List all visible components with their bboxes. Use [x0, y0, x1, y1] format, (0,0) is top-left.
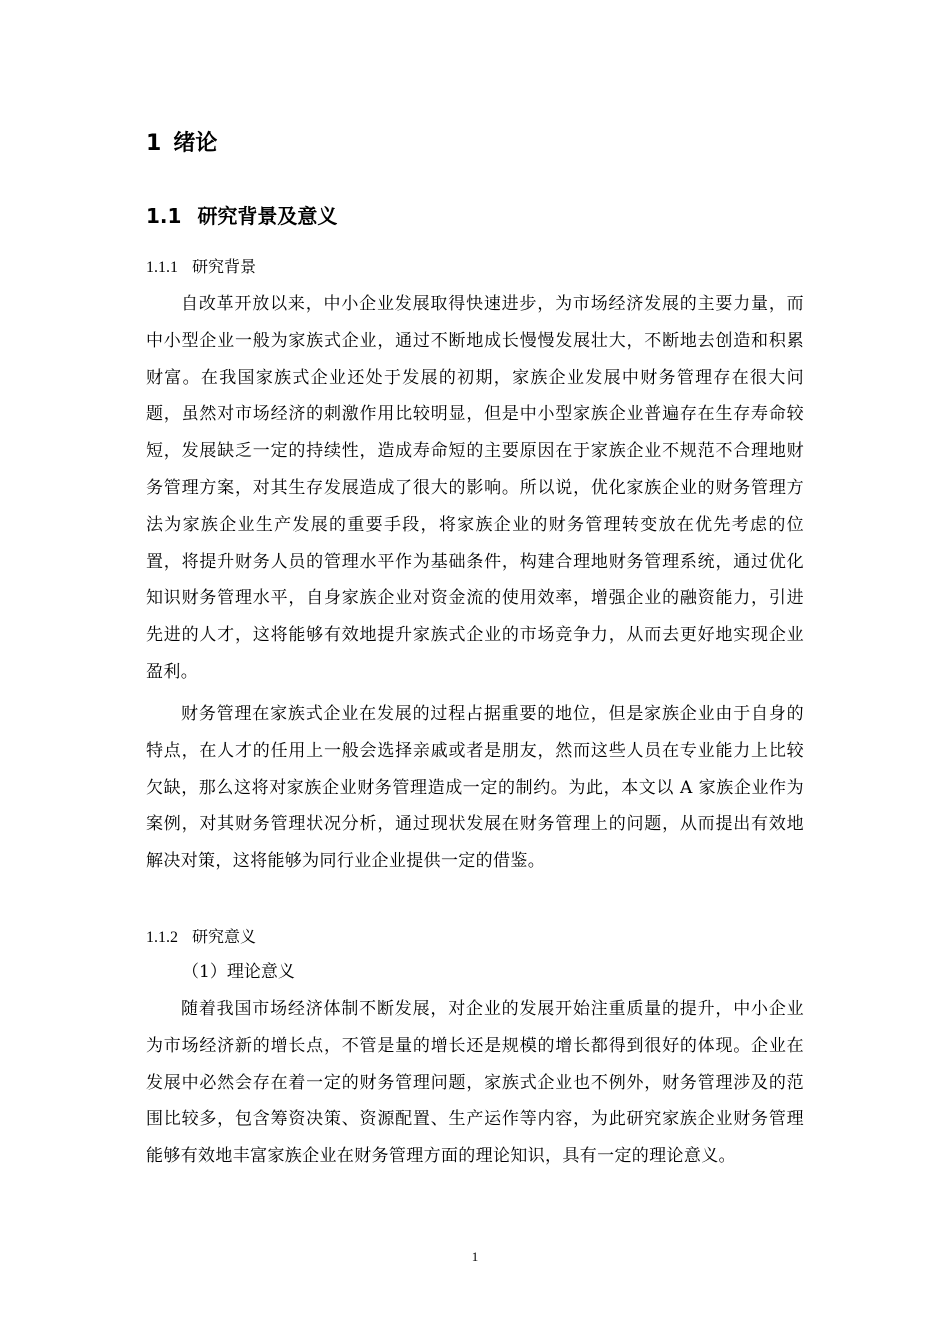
- subsection-title: 研究背景: [192, 257, 257, 276]
- subsection-number: 1.1.1: [146, 259, 178, 276]
- chapter-number: 1: [146, 131, 162, 156]
- subsection-heading-background: [146, 255, 256, 280]
- subsection-heading-significance: [146, 925, 256, 950]
- subsection-title: 研究意义: [192, 927, 257, 946]
- subsection-number: 1.1.2: [146, 929, 178, 946]
- chapter-heading: [146, 128, 217, 160]
- theory-paragraph: 随着我国市场经济体制不断发展，对企业的发展开始注重质量的提升，中小企业为市场经济新的增长点，不管是量的增长还是规模的增长都得到很好的体现。企业在发展中必然会存在着一定的财务管理问题，家族式企业也不例外，财务管理涉及的范围比较多，包含筹资决策、资源配置、生产运作等内容，为此研究家族企业财务管理能够有效地丰富家族企业在财务管理方面的理论知识，具有一定的理论意义。: [146, 999, 804, 1167]
- section-title: 研究背景及意义: [197, 204, 338, 228]
- chapter-title: 绪论: [173, 131, 218, 156]
- background-paragraph-1: 自改革开放以来，中小企业发展取得快速进步，为市场经济发展的主要力量，而中小型企业一般为家族式企业，通过不断地成长慢慢发展壮大，不断地去创造和积累财富。在我国家族式企业还处于发展的初期，家族企业发展中财务管理存在很大问题，虽然对市场经济的刺激作用比较明显，但是中小型家族企业普遍存在生存寿命较短，发展缺乏一定的持续性，造成寿命短的主要原因在于家族企业不规范不合理地财务管理方案，对其生存发展造成了很大的影响。所以说，优化家族企业的财务管理方法为家族企业生产发展的重要手段，将家族企业的财务管理转变放在优先考虑的位置，将提升财务人员的管理水平作为基础条件，构建合理地财务管理系统，通过优化知识财务管理水平，自身家族企业对资金流的使用效率，增强企业的融资能力，引进先进的人才，这将能够有效地提升家族式企业的市场竞争力，从而去更好地实现企业盈利。: [146, 294, 804, 682]
- section-heading: [146, 200, 337, 232]
- page-number: 1: [471, 1249, 479, 1264]
- background-paragraph-2: 财务管理在家族式企业在发展的过程占据重要的地位，但是家族企业由于自身的特点，在人才的任用上一般会选择亲戚或者是朋友，然而这些人员在专业能力上比较欠缺，那么这将对家族企业财务管理造成一定的制约。为此，本文以 A 家族企业作为案例，对其财务管理状况分析，通过现状发展在财务管理上的问题，从而提出有效地解决对策，这将能够为同行业企业提供一定的借鉴。: [146, 704, 804, 872]
- section-number: 1.1: [146, 204, 182, 228]
- theory-significance-heading: （1）理论意义: [182, 962, 295, 982]
